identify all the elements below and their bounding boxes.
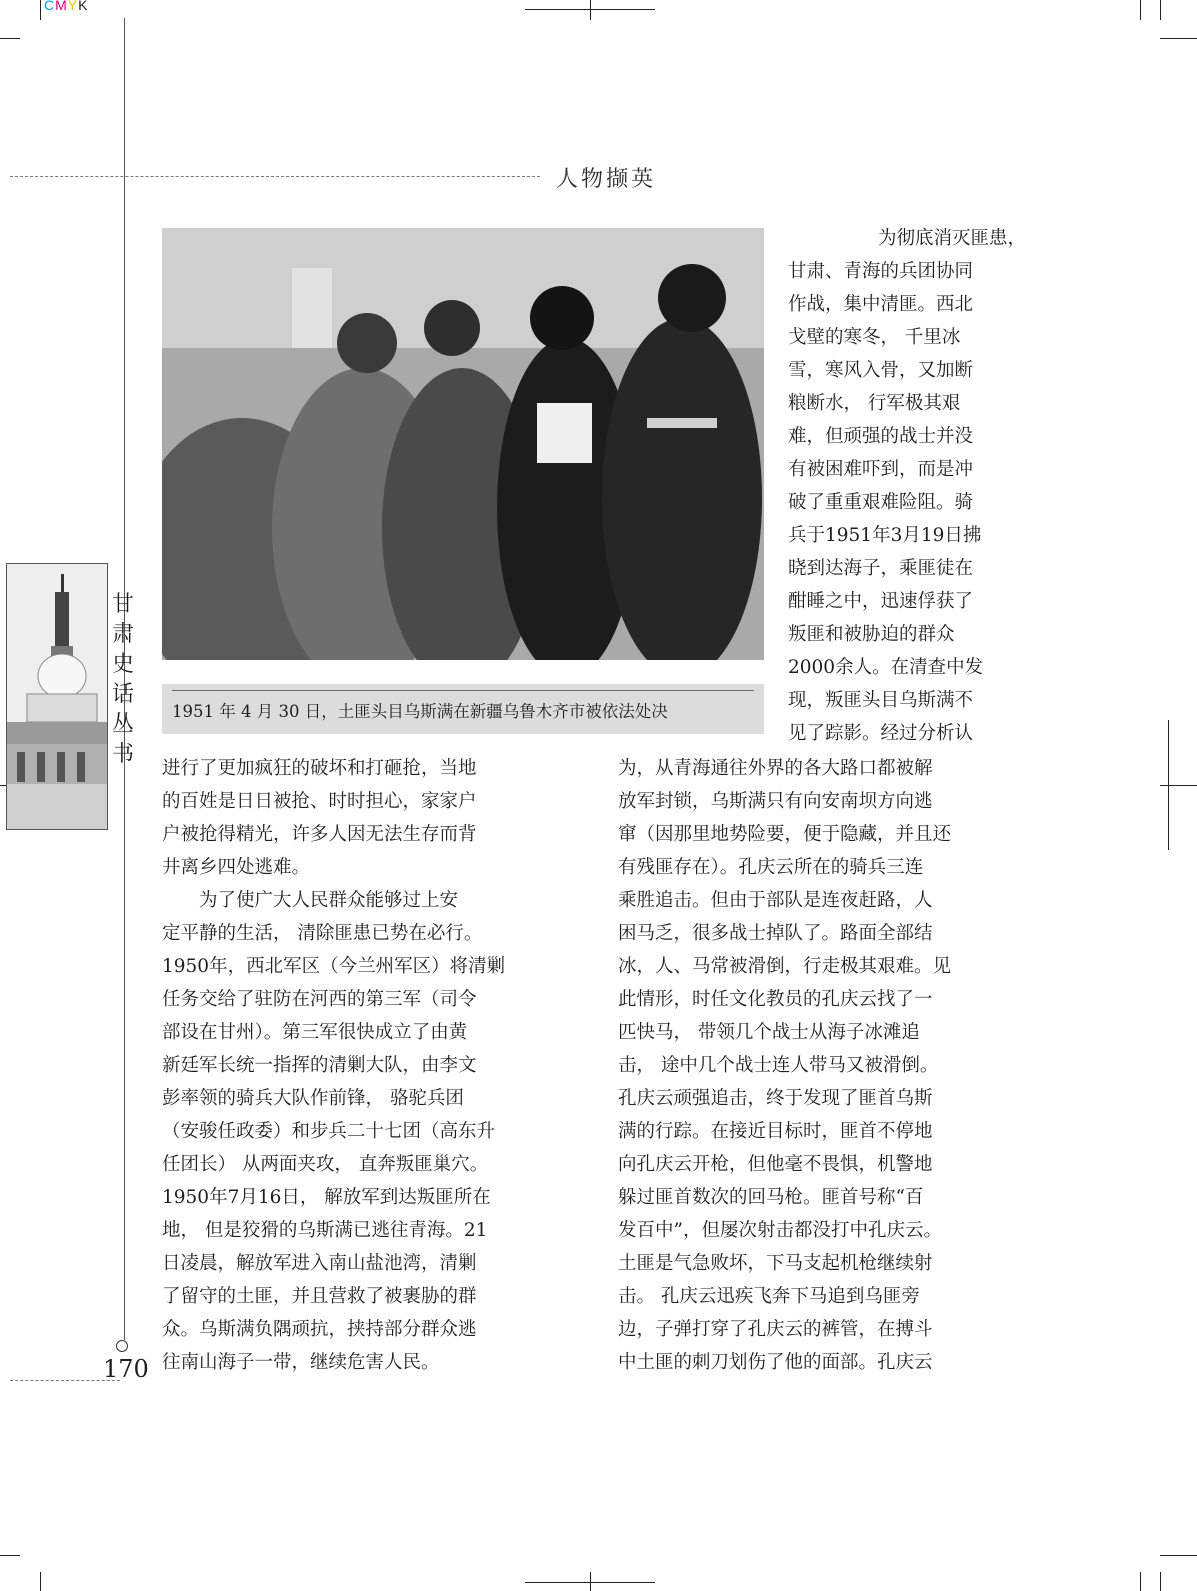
left-column [162, 752, 570, 1379]
text-line: 发百中”，但屡次射击都没打中孔庆云。 [618, 1220, 942, 1241]
text-line: 有残匪存在）。孔庆云所在的骑兵三连 [618, 857, 924, 878]
right-column-top [788, 222, 1026, 750]
text-line: 破了重重艰难险阻。骑 [788, 492, 974, 513]
text-line: 中土匪的刺刀划伤了他的面部。孔庆云 [618, 1352, 933, 1373]
pagoda-icon [7, 564, 107, 829]
text-line: 见了踪影。经过分析认 [788, 723, 974, 744]
text-line: 现，叛匪头目乌斯满不 [788, 690, 974, 711]
text-line: 为彻底消灭匪患， [877, 228, 1026, 249]
text-line: 部设在甘州）。第三军很快成立了由黄 [162, 1022, 468, 1043]
footer-dashed-rule [10, 1380, 120, 1381]
crop-mark [1160, 0, 1161, 20]
text-line: 边，子弹打穿了孔庆云的裤管，在搏斗 [618, 1319, 933, 1340]
crop-mark [40, 1572, 41, 1591]
text-line: 作战，集中清匪。西北 [788, 294, 974, 315]
text-line: 冰，人、马常被滑倒，行走极其艰难。见 [618, 956, 952, 977]
series-char: 书 [111, 742, 134, 767]
registration-mark [590, 1572, 591, 1591]
text-line: 躲过匪首数次的回马枪。匪首号称“百 [618, 1187, 924, 1208]
text-line: 兵于1951年3月19日拂 [788, 525, 982, 546]
series-title [110, 590, 136, 770]
text-line: 任团长） 从两面夹攻， 直奔叛匪巢穴。 [162, 1154, 489, 1175]
crop-mark [1160, 38, 1197, 39]
header-dashed-rule [10, 176, 540, 177]
series-char: 甘 [111, 592, 134, 617]
text-line: 地， 但是狡猾的乌斯满已逃往青海。21 [162, 1220, 488, 1241]
page-number: 170 [103, 1355, 149, 1383]
text-line: 叛匪和被胁迫的群众 [788, 624, 955, 645]
text-line: 的百姓是日日被抢、时时担心，家家户 [162, 791, 477, 812]
text-line: 粮断水， 行军极其艰 [788, 393, 961, 414]
text-line: 戈壁的寒冬， 千里冰 [788, 327, 961, 348]
photo-caption: 1951 年 4 月 30 日，土匪头目乌斯满在新疆乌鲁木齐市被依法处决 [172, 702, 668, 721]
text-line: 彭率领的骑兵大队作前锋， 骆驼兵团 [162, 1088, 464, 1109]
text-line: 定平静的生活， 清除匪患已势在必行。 [162, 923, 483, 944]
text-line: 匹快马， 带领几个战士从海子冰滩追 [618, 1022, 920, 1043]
text-line: 进行了更加疯狂的破坏和打砸抢，当地 [162, 758, 477, 779]
text-line: 往南山海子一带，继续危害人民。 [162, 1352, 440, 1373]
page-marker-circle [116, 1340, 128, 1352]
cmyk-color-bar: CMYK [44, 0, 89, 13]
crop-mark [1140, 0, 1141, 20]
text-line: 新廷军长统一指挥的清剿大队，由李文 [162, 1055, 477, 1076]
crop-mark [1160, 1572, 1161, 1591]
crop-mark [0, 1555, 20, 1556]
text-line: 日凌晨，解放军进入南山盐池湾，清剿 [162, 1253, 477, 1274]
photo-figures [162, 228, 764, 660]
registration-mark [1160, 785, 1197, 786]
text-line: 放军封锁，乌斯满只有向安南坝方向逃 [618, 791, 933, 812]
text-line: 土匪是气急败坏，下马支起机枪继续射 [618, 1253, 933, 1274]
series-char: 话 [111, 682, 134, 707]
text-line: 雪，寒风入骨，又加断 [788, 360, 974, 381]
text-line: 困马乏，很多战士掉队了。路面全部结 [618, 923, 933, 944]
caption-rule [172, 690, 754, 691]
text-line: 此情形，时任文化教员的孔庆云找了一 [618, 989, 933, 1010]
right-column-bottom [618, 752, 1026, 1379]
text-line: 为，从青海通往外界的各大路口都被解 [618, 758, 933, 779]
crop-mark [40, 0, 41, 20]
text-line: 2000余人。在清查中发 [788, 657, 984, 678]
crop-mark [1160, 1555, 1197, 1556]
series-char: 肃 [111, 622, 134, 647]
text-line: 井离乡四处逃难。 [162, 857, 311, 878]
text-line: 窜（因那里地势险要，便于隐藏，并且还 [618, 824, 952, 845]
historical-photo [162, 228, 764, 660]
text-line: 甘肃、青海的兵团协同 [788, 261, 974, 282]
text-line: 乘胜追击。但由于部队是连夜赶路，人 [618, 890, 933, 911]
text-line: 击， 途中几个战士连人带马又被滑倒。 [618, 1055, 939, 1076]
text-line: 孔庆云顽强追击，终于发现了匪首乌斯 [618, 1088, 933, 1109]
text-line: 1950年7月16日， 解放军到达叛匪所在 [162, 1187, 491, 1208]
text-line: 1950年，西北军区（今兰州军区）将清剿 [162, 956, 506, 977]
text-line: 难，但顽强的战士并没 [788, 426, 974, 447]
pagoda-thumbnail [6, 563, 108, 830]
series-char: 丛 [111, 712, 134, 737]
text-line: 击。 孔庆云迅疾飞奔下马追到乌匪旁 [618, 1286, 920, 1307]
text-line: 晓到达海子，乘匪徒在 [788, 558, 974, 579]
text-line: 众。乌斯满负隅顽抗，挟持部分群众逃 [162, 1319, 477, 1340]
section-title: 人物撷英 [556, 167, 657, 192]
registration-mark [590, 0, 591, 20]
crop-mark [0, 38, 20, 39]
text-line: 满的行踪。在接近目标时，匪首不停地 [618, 1121, 933, 1142]
text-line: 任务交给了驻防在河西的第三军（司令 [162, 989, 477, 1010]
text-line: 户被抢得精光，许多人因无法生存而背 [162, 824, 477, 845]
text-line: 为了使广大人民群众能够过上安 [162, 890, 459, 911]
text-line: （安骏任政委）和步兵二十七团（高东升 [162, 1121, 496, 1142]
series-char: 史 [111, 652, 134, 677]
crop-mark [1140, 1572, 1141, 1591]
text-line: 了留守的土匪，并且营救了被裹胁的群 [162, 1286, 477, 1307]
text-line: 酣睡之中，迅速俘获了 [788, 591, 974, 612]
text-line: 向孔庆云开枪，但他毫不畏惧，机警地 [618, 1154, 933, 1175]
text-line: 有被困难吓到，而是冲 [788, 459, 974, 480]
